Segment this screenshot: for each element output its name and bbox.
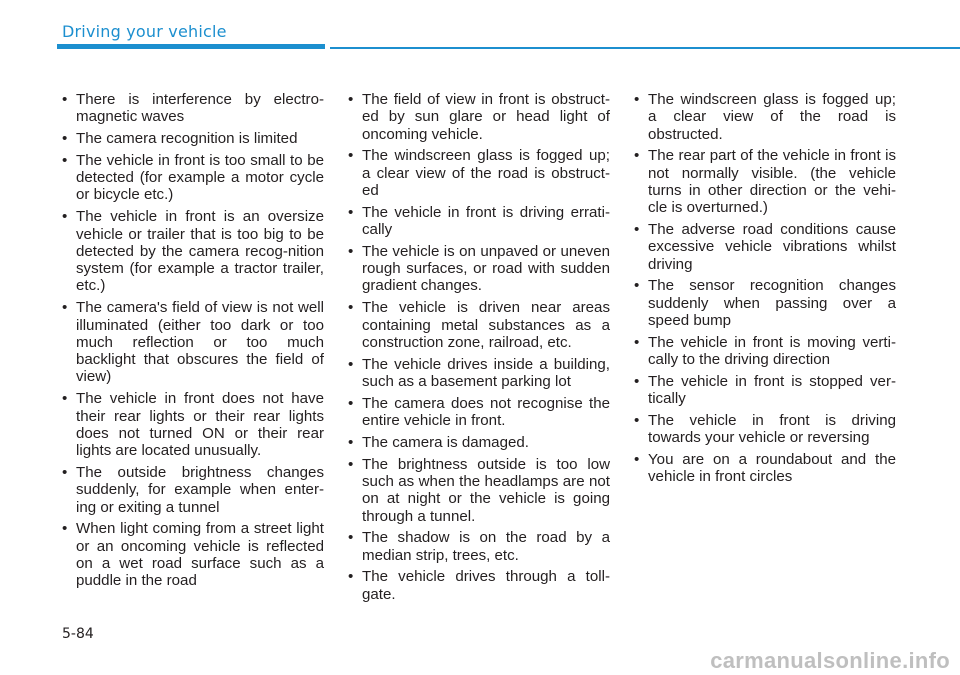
- list-item: • You are on a roundabout and the vehicle in front circles: [634, 451, 896, 486]
- list-item: • The sensor recognition changes suddenly when passing over a speed bump: [634, 277, 896, 329]
- list-item: • The windscreen glass is fogged up; a clear view of the road is obstruct-ed: [348, 147, 610, 199]
- list-item: • The windscreen glass is fogged up; a clear view of the road is obstructed.: [634, 91, 896, 143]
- column-1-list: [62, 91, 324, 594]
- list-item: • The adverse road conditions cause excessive vehicle vibrations whilst driving: [634, 221, 896, 273]
- header-rule-thick: [57, 44, 325, 49]
- list-item: • The shadow is on the road by a median strip, trees, etc.: [348, 529, 610, 564]
- page-number: 5-84: [62, 626, 94, 642]
- list-item: • The vehicle drives through a toll-gate.: [348, 568, 610, 603]
- list-item: • The field of view in front is obstruct-ed by sun glare or head light of oncoming vehicle.: [348, 91, 610, 143]
- list-item: • The camera does not recognise the entire vehicle in front.: [348, 395, 610, 430]
- list-item: • The rear part of the vehicle in front is not normally visible. (the vehicle turns in other direction or the vehi-cle is overturned.): [634, 147, 896, 216]
- list-item: • The vehicle in front is driving errati-cally: [348, 204, 610, 239]
- list-item: • When light coming from a street light or an oncoming vehicle is reflected on a wet road surface such as a puddle in the road: [62, 520, 324, 589]
- list-item: • The vehicle in front is moving verti-cally to the driving direction: [634, 334, 896, 369]
- section-title: Driving your vehicle: [62, 22, 227, 41]
- list-item: • The vehicle in front is too small to be detected (for example a motor cycle or bicycle etc.): [62, 152, 324, 204]
- list-item: • The vehicle in front is driving towards your vehicle or reversing: [634, 412, 896, 447]
- list-item: • The vehicle in front is an oversize vehicle or trailer that is too big to be detected by the camera recog-nition system (for example a tractor trailer, etc.): [62, 208, 324, 294]
- list-item: • The vehicle in front does not have their rear lights or their rear lights does not turned ON or their rear lights are located unusually.: [62, 390, 324, 459]
- list-item: • The brightness outside is too low such as when the headlamps are not on at night or the vehicle is going through a tunnel.: [348, 456, 610, 525]
- list-item: • The camera is damaged.: [348, 434, 610, 451]
- header-rule-thin: [330, 47, 960, 49]
- watermark: carmanualsonline.info: [710, 648, 950, 673]
- list-item: • The vehicle in front is stopped ver-tically: [634, 373, 896, 408]
- list-item: • There is interference by electro-magnetic waves: [62, 91, 324, 126]
- list-item: • The camera recognition is limited: [62, 130, 324, 147]
- list-item: • The vehicle is on unpaved or uneven rough surfaces, or road with sudden gradient changes.: [348, 243, 610, 295]
- list-item: • The camera's field of view is not well illuminated (either too dark or too much reflection or too much backlight that obscures the field of view): [62, 299, 324, 385]
- list-item: • The vehicle drives inside a building, such as a basement parking lot: [348, 356, 610, 391]
- list-item: • The vehicle is driven near areas containing metal substances as a construction zone, railroad, etc.: [348, 299, 610, 351]
- list-item: • The outside brightness changes suddenly, for example when enter-ing or exiting a tunnel: [62, 464, 324, 516]
- column-2-list: [348, 91, 610, 608]
- column-3-list: [634, 91, 896, 490]
